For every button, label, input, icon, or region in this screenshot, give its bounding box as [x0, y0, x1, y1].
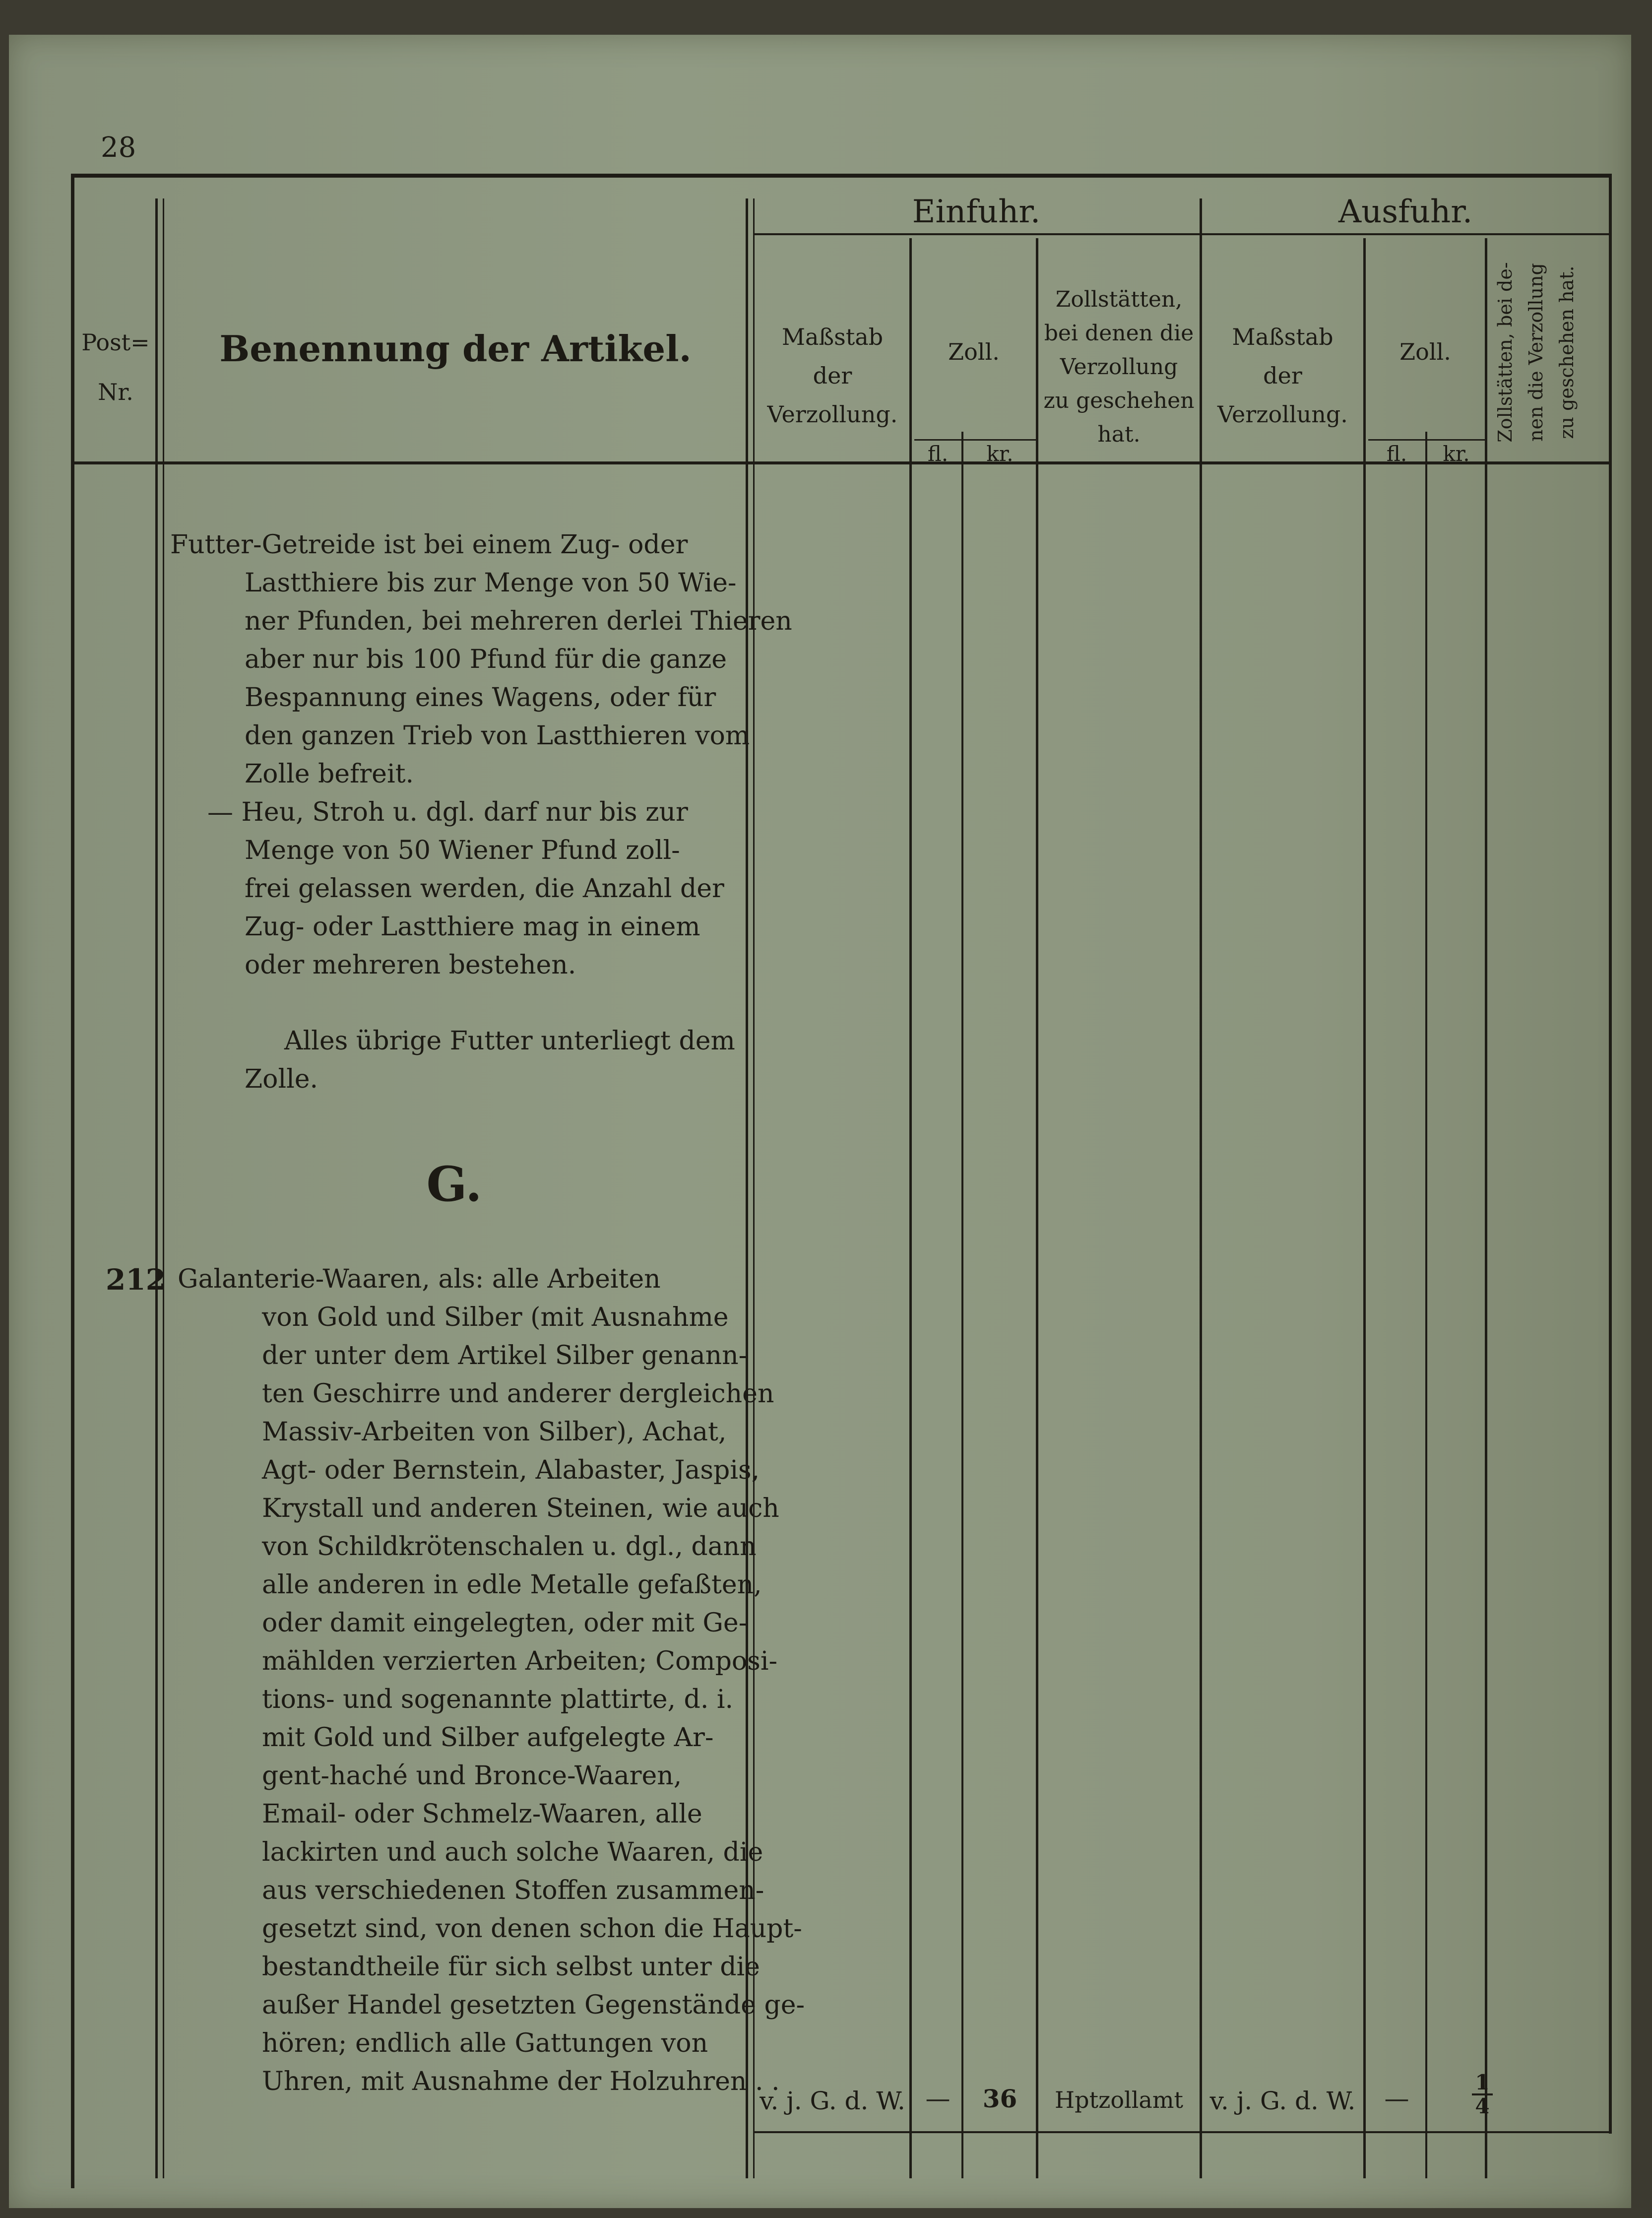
import-duty-heading: Zoll. — [948, 338, 1000, 365]
table-right-rule — [1609, 174, 1612, 2134]
export-duty-heading: Zoll. — [1399, 338, 1451, 365]
import-kr-label: kr. — [986, 442, 1014, 466]
futter-note: Alles übrige Futter unterliegt dem Zolle. — [245, 1026, 735, 1094]
export-office-heading: Zollstätten, bei de- nen die Verzollung zu geschehen hat. — [1494, 262, 1578, 443]
export-duty-sub-rule — [1368, 439, 1485, 441]
import-measure-value: v. j. G. d. W. — [760, 2087, 905, 2115]
galanterie-paragraph: Galanterie-Waaren, als: alle Arbeiten von Gold und Silber (mit Ausnahme der unter dem Artikel Silber genann- ten Geschirre und anderer dergleichen Massiv-Arbeiten von Silber), Achat, Agt- oder Bernstein, Alabaster, Jaspis, Krystall und anderen Steinen, wie auch von Schildkrötenschalen u. dgl., dann alle anderen in edle Metalle gefaßten, oder damit eingelegten, oder mit Ge- mählden verzierten Arbeiten; Composi- tions- und sogenannte plattirte, d. i. mit Gold und Silber aufgelegte Ar- gent-haché und Bronce-Waaren, Email- oder Schmelz-Waaren, alle lackirten und auch solche Waaren, die aus verschiedenen Stoffen zusammen- gesetzt sind, von denen schon die Haupt- bestandtheile für sich selbst unter die außer Handel gesetzten Gegenstände ge- hören; endlich alle Gattungen von Uhren, mit Ausnahme der Holzuhren . . — [178, 1264, 805, 2096]
col-import-export-divider — [1200, 198, 1202, 2178]
import-fl-kr-divider — [961, 432, 963, 2178]
import-duty-sub-rule — [914, 439, 1036, 441]
post-nr-heading: Post= Nr. — [81, 329, 150, 405]
import-fl-value: — — [925, 2084, 951, 2113]
letter-heading: G. — [426, 1156, 482, 1212]
futter-paragraph: Futter-Getreide ist bei einem Zug- oder Lastthiere bis zur Menge von 50 Wie- ner Pfunden, bei mehreren derlei Thieren aber nur bis 100 Pfund für die ganze Bespannung eines Wagens, oder für den ganzen Trieb von Lastthieren vom Zolle befreit. — Heu, Stroh u. dgl. darf nur bis zur Menge von 50 Wiener Pfund zoll- frei gelassen werden, die Anzahl der Zug- oder Lastthiere mag in einem oder mehreren bestehen. — [170, 530, 792, 980]
import-fl-label: fl. — [927, 442, 949, 466]
export-measure-value: v. j. G. d. W. — [1209, 2087, 1356, 2115]
export-measure-heading: Maßstab der Verzollung. — [1217, 324, 1348, 428]
import-office-value: Hptzollamt — [1055, 2087, 1183, 2113]
export-fl-label: fl. — [1386, 442, 1407, 466]
export-fl-value: — — [1384, 2084, 1409, 2113]
group-header-rule — [753, 233, 1609, 235]
col-export-measure-divider — [1363, 238, 1366, 2178]
document-page — [9, 35, 1631, 2208]
import-heading: Einfuhr. — [912, 194, 1041, 230]
article-heading: Benennung der Artikel. — [219, 327, 692, 370]
table-left-rule — [71, 174, 74, 2188]
export-kr-fraction — [1465, 2072, 1500, 2117]
export-fl-kr-divider — [1425, 432, 1427, 2178]
import-measure-heading: Maßstab der Verzollung. — [767, 324, 898, 428]
col-post-divider — [155, 198, 158, 2178]
export-kr-label: kr. — [1443, 442, 1470, 466]
fraction-numerator: 1 — [1475, 2070, 1490, 2094]
col-import-measure-divider — [909, 238, 912, 2178]
col-import-duty-divider — [1036, 238, 1038, 2178]
export-heading: Ausfuhr. — [1338, 194, 1473, 230]
entry-post-number: 212 — [106, 1263, 166, 1297]
import-office-heading: Zollstätten, bei denen die Verzollung zu geschehen hat. — [1043, 287, 1195, 447]
table-top-rule — [71, 174, 1611, 178]
col-export-duty-divider — [1485, 238, 1487, 2178]
fraction-denominator: 4 — [1472, 2093, 1493, 2117]
page-number: 28 — [101, 131, 136, 164]
entry-bottom-rule — [753, 2131, 1609, 2133]
import-kr-value: 36 — [982, 2084, 1017, 2113]
